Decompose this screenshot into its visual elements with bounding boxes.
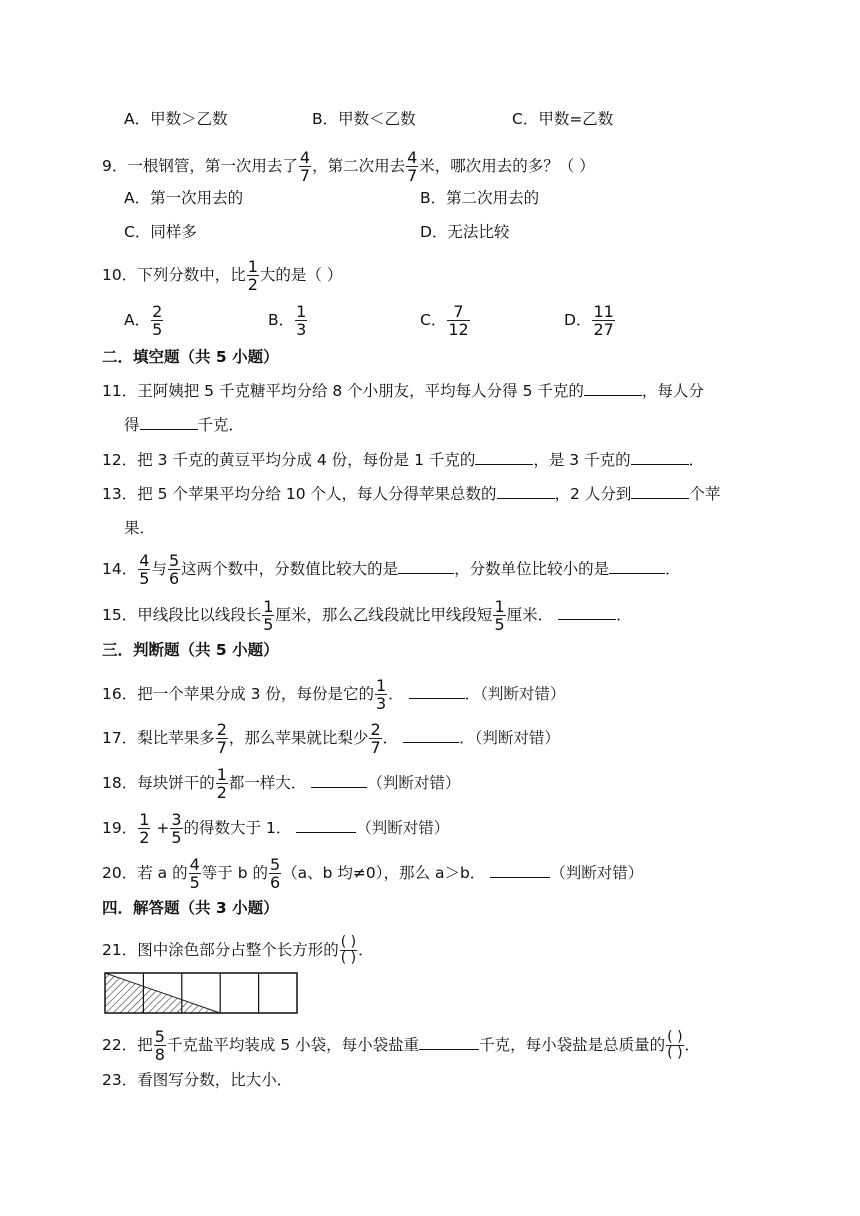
q10-prefix: 10．下列分数中，比 (102, 266, 246, 284)
shaded-region (105, 973, 220, 1013)
question-22: 22．把 $\frac{5}{8}$ 千克盐平均装成 5 小袋，每小袋盐重 千克，每小袋盐是总质量的 $\frac{( )}{( )}$ ． (102, 1027, 701, 1064)
question-14: 14． $\frac{4}{5}$ 与 $\frac{5}{6}$ 这两个数中，分数值比较大的是 ，分数单位比较小的是 ． (102, 551, 681, 588)
question-11-cont: 得 千克． (124, 413, 244, 437)
fraction: $\frac{3}{5}$ (171, 810, 182, 847)
question-23: 23．看图写分数，比大小． (102, 1071, 293, 1089)
answer-blank[interactable] (419, 1033, 479, 1050)
answer-blank[interactable] (398, 557, 454, 574)
paren-fraction[interactable]: $\frac{( )}{( )}$ (340, 934, 357, 966)
answer-blank[interactable] (409, 682, 465, 699)
answer-blank[interactable] (558, 603, 616, 620)
fraction: $\frac{1}{3}$ (296, 302, 307, 339)
answer-blank[interactable] (475, 448, 533, 465)
answer-blank[interactable] (490, 861, 550, 878)
question-9 (102, 149, 595, 184)
fraction: $\frac{1}{3}$ (375, 676, 387, 713)
answer-blank[interactable] (584, 379, 642, 396)
section-heading-true-false: 三．判断题（共 5 小题） (102, 641, 279, 659)
fraction: $\frac{4}{5}$ (139, 551, 150, 588)
paren-fraction[interactable]: $\frac{( )}{( )}$ (667, 1029, 683, 1061)
answer-blank[interactable] (403, 726, 459, 743)
fraction: $\frac{4}{5}$ (189, 855, 200, 892)
fraction: $\frac{2}{5}$ (152, 302, 163, 339)
fraction: $\frac{1}{2}$ (247, 257, 258, 294)
q9-option-a: A．第一次用去的 (124, 189, 244, 207)
shaded-rectangle-figure (104, 972, 298, 1014)
fraction: $\frac{4}{7}$ (407, 148, 418, 185)
fraction: $\frac{5}{8}$ (154, 1027, 165, 1064)
q9-option-d: D．无法比较 (420, 223, 510, 241)
fraction: $\frac{2}{7}$ (216, 720, 227, 757)
q9-mid: ，第二次用去 (312, 157, 406, 175)
question-10 (102, 258, 342, 293)
question-19: 19． $\frac{1}{2}$ + $\frac{3}{5}$ 的得数大于 1． （判断对错） (102, 810, 450, 847)
q8-option-a: A．甲数＞乙数 (124, 110, 228, 128)
q10-option-b: B． $\frac{1}{3}$ (268, 302, 307, 339)
fraction: $\frac{4}{7}$ (299, 148, 311, 185)
fraction: $\frac{1}{5}$ (263, 597, 274, 634)
fraction: $\frac{1}{2}$ (139, 810, 150, 847)
q9-option-c: C．同样多 (124, 223, 197, 241)
q10-option-d: D． $\frac{11}{27}$ (564, 302, 614, 339)
question-12: 12．把 3 千克的黄豆平均分成 4 份，每份是 1 千克的 ，是 3 千克的 ． (102, 448, 704, 472)
fraction: $\frac{5}{6}$ (269, 855, 281, 892)
answer-blank[interactable] (311, 771, 367, 788)
q8-option-b: B．甲数＜乙数 (312, 110, 416, 128)
question-13: 13．把 5 个苹果平均分给 10 个人，每人分得苹果总数的 ，2 人分到 个苹 (102, 482, 720, 506)
answer-blank[interactable] (140, 413, 198, 430)
fraction: $\frac{7}{12}$ (448, 302, 469, 339)
question-20: 20．若 a 的 $\frac{4}{5}$ 等于 b 的 $\frac{5}{6}$ （a、b 均≠0），那么 a＞b． （判断对错） (102, 855, 644, 892)
fraction: $\frac{1}{2}$ (216, 765, 227, 802)
fraction: $\frac{2}{7}$ (370, 720, 381, 757)
q9-option-b: B．第二次用去的 (420, 189, 540, 207)
question-13-cont: 果． (124, 519, 156, 537)
q10-option-c: C． $\frac{7}{12}$ (420, 302, 469, 339)
q9-prefix: 9．一根钢管，第一次用去了 (102, 157, 298, 175)
question-18: 18．每块饼干的 $\frac{1}{2}$ 都一样大． （判断对错） (102, 765, 461, 802)
section-heading-solve: 四．解答题（共 3 小题） (102, 899, 279, 917)
fraction: $\frac{1}{5}$ (494, 597, 505, 634)
q10-option-a: A． $\frac{2}{5}$ (124, 302, 163, 339)
question-15: 15．甲线段比以线段长 $\frac{1}{5}$ 厘米，那么乙线段就比甲线段短 $\frac{1}{5}$ 厘米． ． (102, 597, 632, 634)
answer-blank[interactable] (609, 557, 665, 574)
answer-blank[interactable] (631, 482, 689, 499)
question-17: 17．梨比苹果多 $\frac{2}{7}$ ，那么苹果就比梨少 $\frac{2}{7}$ ． ．（判断对错） (102, 720, 560, 757)
answer-blank[interactable] (497, 482, 555, 499)
question-11: 11．王阿姨把 5 千克糖平均分给 8 个小朋友，平均每人分得 5 千克的 ，每人分 (102, 379, 704, 403)
answer-blank[interactable] (296, 816, 356, 833)
q10-suffix: 大的是（ ） (259, 266, 343, 284)
answer-blank[interactable] (631, 448, 689, 465)
fraction: $\frac{5}{6}$ (168, 551, 180, 588)
fraction: $\frac{11}{27}$ (593, 302, 614, 339)
section-heading-fill-blank: 二．填空题（共 5 小题） (102, 348, 279, 366)
q8-option-c: C．甲数=乙数 (512, 110, 614, 128)
question-16: 16．把一个苹果分成 3 份，每份是它的 $\frac{1}{3}$ ． ．（判断对错） (102, 676, 566, 713)
question-21: 21．图中涂色部分占整个长方形的 $\frac{( )}{( )}$ ． (102, 934, 374, 966)
q9-suffix: 米，哪次用去的多？（ ） (419, 157, 595, 175)
